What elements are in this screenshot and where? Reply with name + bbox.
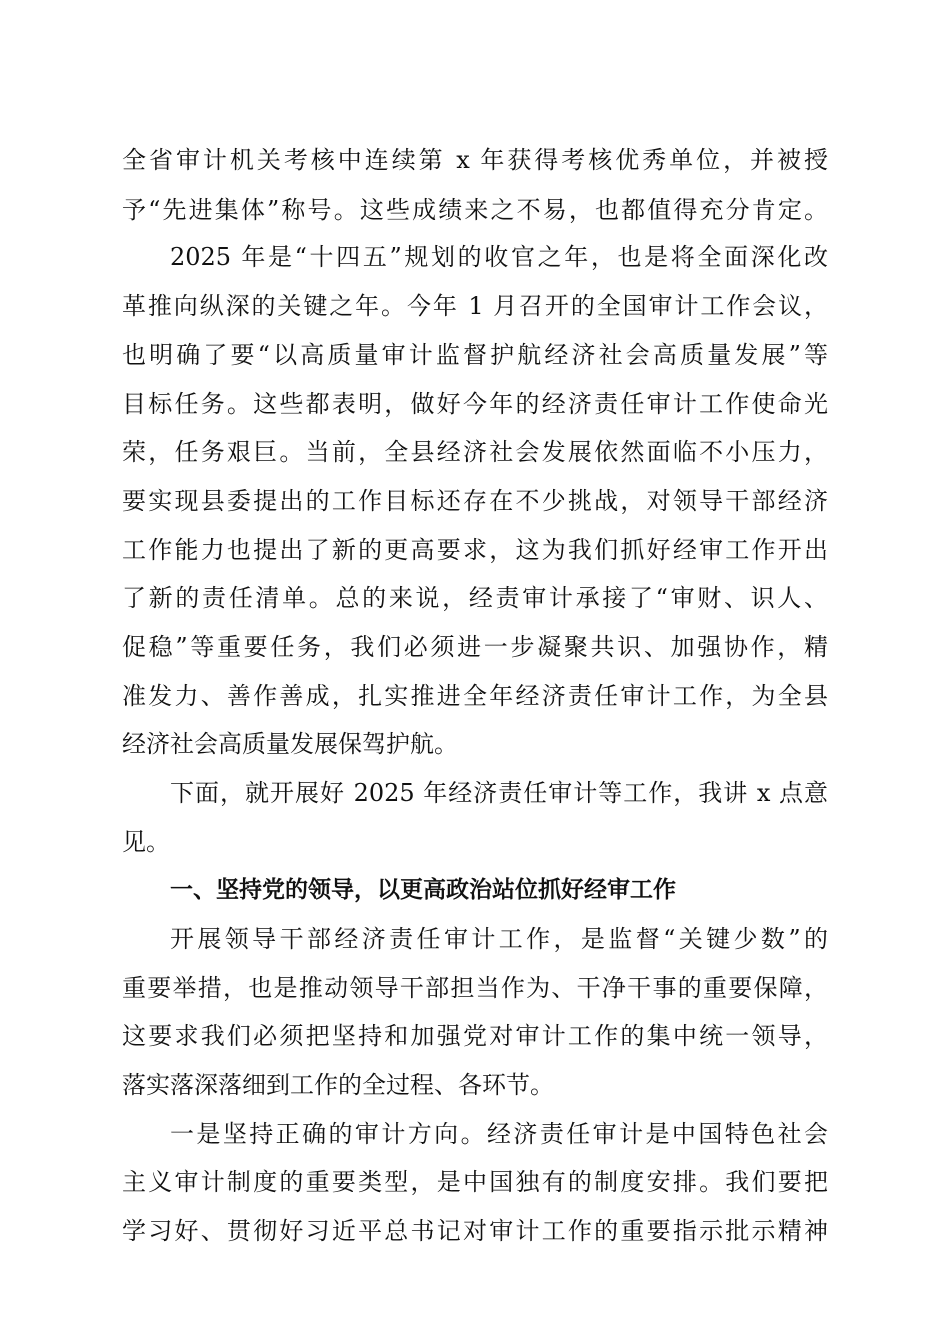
text-line: 促稳”等重要任务，我们必须进一步凝聚共识、加强协作，精 [122,633,828,661]
text-line: 一是坚持正确的审计方向。经济责任审计是中国特色社会 [170,1120,828,1148]
text-line: 荣，任务艰巨。当前，全县经济社会发展依然面临不小压力， [122,438,828,466]
text-line: 准发力、善作善成，扎实推进全年经济责任审计工作，为全县 [122,682,828,710]
text-line: 重要举措，也是推动领导干部担当作为、干净干事的重要保障， [122,974,828,1002]
text-line: 见。 [122,828,170,856]
text-line: 予“先进集体”称号。这些成绩来之不易，也都值得充分肯定。 [122,196,828,224]
text-line: 开展领导干部经济责任审计工作，是监督“关键少数”的 [170,925,828,953]
text-line: 学习好、贯彻好习近平总书记对审计工作的重要指示批示精神 [122,1217,828,1245]
text-line: 这要求我们必须把坚持和加强党对审计工作的集中统一领导， [122,1022,828,1050]
text-line: 了新的责任清单。总的来说，经责审计承接了“审财、识人、 [122,584,828,612]
text-line: 也明确了要“以高质量审计监督护航经济社会高质量发展”等 [122,341,828,369]
text-line: 下面，就开展好 2025 年经济责任审计等工作，我讲 x 点意 [170,779,828,807]
text-line: 革推向纵深的关键之年。今年 1 月召开的全国审计工作会议， [122,292,828,320]
text-line: 要实现县委提出的工作目标还存在不少挑战，对领导干部经济 [122,487,828,515]
text-line: 全省审计机关考核中连续第 x 年获得考核优秀单位，并被授 [122,146,828,174]
section-heading: 一、坚持党的领导，以更高政治站位抓好经审工作 [170,877,676,903]
text-line: 2025 年是“十四五”规划的收官之年，也是将全面深化改 [170,243,828,271]
text-line: 主义审计制度的重要类型，是中国独有的制度安排。我们要把 [122,1168,828,1196]
text-line: 经济社会高质量发展保驾护航。 [122,730,458,758]
text-line: 工作能力也提出了新的更高要求，这为我们抓好经审工作开出 [122,536,828,564]
text-line: 目标任务。这些都表明，做好今年的经济责任审计工作使命光 [122,390,828,418]
text-line: 落实落深落细到工作的全过程、各环节。 [122,1071,554,1099]
